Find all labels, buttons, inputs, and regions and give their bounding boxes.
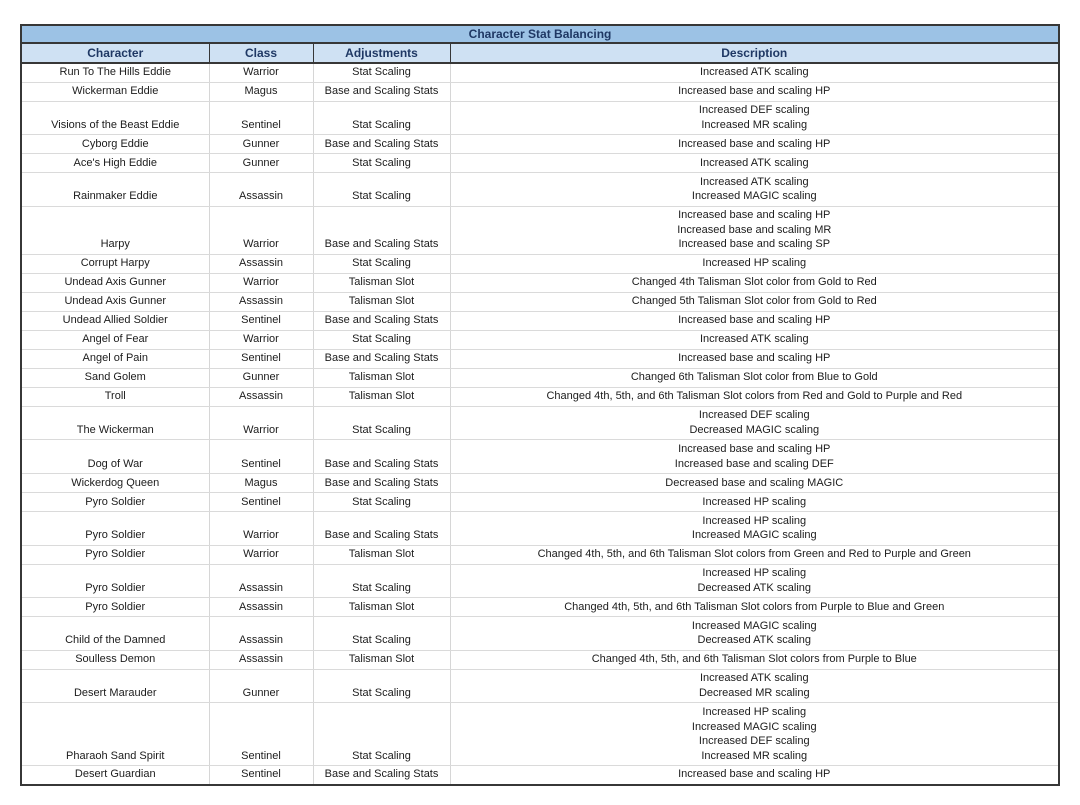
- cell-class: Magus: [209, 82, 313, 101]
- cell-description: [450, 406, 1059, 440]
- cell-adjustments: Base and Scaling Stats: [313, 82, 450, 101]
- table-row: [21, 173, 1059, 207]
- cell-adjustments: Stat Scaling: [313, 154, 450, 173]
- cell-description: [450, 387, 1059, 406]
- cell-character: Pyro Soldier: [21, 564, 209, 598]
- cell-adjustments: Stat Scaling: [313, 703, 450, 766]
- table-row: [21, 292, 1059, 311]
- description-line: Increased base and scaling DEF: [674, 457, 834, 470]
- cell-adjustments: Base and Scaling Stats: [313, 512, 450, 546]
- cell-description: [450, 82, 1059, 101]
- cell-adjustments: Stat Scaling: [313, 101, 450, 135]
- cell-character: Angel of Pain: [21, 349, 209, 368]
- cell-adjustments: Base and Scaling Stats: [313, 349, 450, 368]
- cell-character: Soulless Demon: [21, 650, 209, 669]
- cell-class: Warrior: [209, 330, 313, 349]
- cell-adjustments: Stat Scaling: [313, 173, 450, 207]
- cell-class: Warrior: [209, 63, 313, 82]
- cell-character: Pharaoh Sand Spirit: [21, 703, 209, 766]
- cell-description: [450, 564, 1059, 598]
- cell-description: [450, 154, 1059, 173]
- cell-class: Sentinel: [209, 311, 313, 330]
- description-line: Increased base and scaling HP: [678, 443, 831, 456]
- description-line: Increased base and scaling HP: [678, 137, 831, 150]
- description-line: Increased ATK scaling: [699, 66, 809, 78]
- cell-description: [450, 512, 1059, 546]
- cell-description: [450, 292, 1059, 311]
- cell-adjustments: Base and Scaling Stats: [313, 766, 450, 785]
- cell-class: Warrior: [209, 206, 313, 254]
- description-line: Increased base and scaling HP: [678, 314, 831, 327]
- cell-character: The Wickerman: [21, 406, 209, 440]
- description-line: Decreased MAGIC scaling: [689, 423, 820, 436]
- cell-class: Assassin: [209, 173, 313, 207]
- cell-description: [450, 703, 1059, 766]
- cell-character: Pyro Soldier: [21, 493, 209, 512]
- description-line: Increased MAGIC scaling: [691, 190, 817, 203]
- description-line: Increased MAGIC scaling: [691, 720, 817, 733]
- cell-description: [450, 254, 1059, 273]
- description-line: Increased ATK scaling: [699, 156, 809, 169]
- cell-class: Sentinel: [209, 493, 313, 512]
- table-row: [21, 349, 1059, 368]
- cell-adjustments: Stat Scaling: [313, 617, 450, 651]
- cell-adjustments: Talisman Slot: [313, 368, 450, 387]
- cell-class: Gunner: [209, 135, 313, 154]
- cell-adjustments: Base and Scaling Stats: [313, 440, 450, 474]
- cell-class: Gunner: [209, 368, 313, 387]
- description-line: Increased base and scaling SP: [678, 238, 831, 251]
- cell-adjustments: Stat Scaling: [313, 493, 450, 512]
- cell-class: Warrior: [209, 273, 313, 292]
- cell-description: [450, 368, 1059, 387]
- table-row: [21, 512, 1059, 546]
- cell-description: [450, 63, 1059, 82]
- description-line: Increased base and scaling MR: [677, 223, 832, 236]
- cell-adjustments: Base and Scaling Stats: [313, 311, 450, 330]
- cell-class: Magus: [209, 474, 313, 493]
- cell-adjustments: Base and Scaling Stats: [313, 474, 450, 493]
- cell-description: [450, 135, 1059, 154]
- cell-class: Warrior: [209, 545, 313, 564]
- description-line: Decreased MR scaling: [698, 686, 810, 699]
- cell-description: [450, 598, 1059, 617]
- description-line: Decreased ATK scaling: [697, 581, 812, 594]
- table-row: [21, 650, 1059, 669]
- cell-description: [450, 545, 1059, 564]
- table-row: [21, 311, 1059, 330]
- description-line: Increased HP scaling: [702, 567, 807, 580]
- cell-description: [450, 349, 1059, 368]
- description-line: Increased DEF scaling: [698, 104, 810, 117]
- cell-adjustments: Talisman Slot: [313, 292, 450, 311]
- cell-character: Run To The Hills Eddie: [21, 63, 209, 82]
- description-line: Changed 4th, 5th, and 6th Talisman Slot colors from Purple to Blue and Green: [564, 600, 945, 613]
- description-line: Changed 6th Talisman Slot color from Blue to Gold: [630, 371, 878, 384]
- cell-character: Undead Axis Gunner: [21, 292, 209, 311]
- table-row: [21, 154, 1059, 173]
- table-row: [21, 273, 1059, 292]
- cell-character: Desert Marauder: [21, 669, 209, 703]
- cell-character: Dog of War: [21, 440, 209, 474]
- cell-class: Gunner: [209, 669, 313, 703]
- column-header-class: Class: [209, 43, 313, 63]
- cell-description: [450, 474, 1059, 493]
- cell-description: [450, 669, 1059, 703]
- description-line: Increased HP scaling: [702, 514, 807, 527]
- column-header-adjustments: Adjustments: [313, 43, 450, 63]
- cell-adjustments: Stat Scaling: [313, 330, 450, 349]
- description-line: Increased MAGIC scaling: [691, 619, 817, 632]
- table-row: [21, 63, 1059, 82]
- cell-description: [450, 330, 1059, 349]
- table-row: [21, 766, 1059, 785]
- description-line: Changed 5th Talisman Slot color from Gold to Red: [631, 295, 877, 308]
- table-row: [21, 564, 1059, 598]
- table-row: [21, 387, 1059, 406]
- table-row: [21, 368, 1059, 387]
- description-line: Decreased ATK scaling: [697, 634, 812, 647]
- description-line: Increased base and scaling HP: [678, 85, 831, 97]
- table-row: [21, 440, 1059, 474]
- description-line: Increased DEF scaling: [698, 409, 810, 422]
- description-line: Increased MR scaling: [701, 749, 808, 762]
- cell-character: Visions of the Beast Eddie: [21, 101, 209, 135]
- cell-character: Angel of Fear: [21, 330, 209, 349]
- cell-adjustments: Stat Scaling: [313, 564, 450, 598]
- cell-class: Sentinel: [209, 703, 313, 766]
- cell-character: Wickerman Eddie: [21, 82, 209, 101]
- cell-adjustments: Base and Scaling Stats: [313, 206, 450, 254]
- stat-balancing-table: [20, 24, 1060, 786]
- cell-class: Assassin: [209, 387, 313, 406]
- table-row: [21, 493, 1059, 512]
- cell-description: [450, 617, 1059, 651]
- description-line: Increased DEF scaling: [698, 735, 810, 748]
- cell-class: Warrior: [209, 512, 313, 546]
- table-row: [21, 598, 1059, 617]
- cell-class: Assassin: [209, 254, 313, 273]
- column-header-description: Description: [450, 43, 1059, 63]
- table-row: [21, 330, 1059, 349]
- cell-adjustments: Stat Scaling: [313, 254, 450, 273]
- description-line: Increased HP scaling: [702, 495, 807, 508]
- cell-class: Assassin: [209, 650, 313, 669]
- cell-class: Warrior: [209, 406, 313, 440]
- cell-character: Ace's High Eddie: [21, 154, 209, 173]
- table-row: [21, 703, 1059, 766]
- cell-adjustments: Talisman Slot: [313, 387, 450, 406]
- table-row: [21, 406, 1059, 440]
- cell-character: Pyro Soldier: [21, 512, 209, 546]
- cell-character: Cyborg Eddie: [21, 135, 209, 154]
- cell-character: Pyro Soldier: [21, 598, 209, 617]
- description-line: Decreased base and scaling MAGIC: [665, 476, 844, 489]
- cell-character: Child of the Damned: [21, 617, 209, 651]
- cell-character: Corrupt Harpy: [21, 254, 209, 273]
- title-row: [21, 25, 1059, 43]
- cell-description: [450, 273, 1059, 292]
- table-title: Character Stat Balancing: [21, 25, 1059, 43]
- column-header-character: Character: [21, 43, 209, 63]
- table-body: [21, 63, 1059, 785]
- description-line: Increased ATK scaling: [699, 672, 809, 685]
- cell-character: Wickerdog Queen: [21, 474, 209, 493]
- table-row: [21, 82, 1059, 101]
- cell-character: Pyro Soldier: [21, 545, 209, 564]
- description-line: Changed 4th Talisman Slot color from Gold to Red: [631, 276, 877, 289]
- description-line: Increased MR scaling: [701, 118, 808, 131]
- table-row: [21, 254, 1059, 273]
- table-row: [21, 669, 1059, 703]
- description-line: Changed 4th, 5th, and 6th Talisman Slot colors from Purple to Blue: [591, 653, 917, 666]
- cell-description: [450, 440, 1059, 474]
- cell-description: [450, 173, 1059, 207]
- cell-adjustments: Base and Scaling Stats: [313, 135, 450, 154]
- cell-adjustments: Talisman Slot: [313, 273, 450, 292]
- description-line: Increased MAGIC scaling: [691, 529, 817, 542]
- table-row: [21, 545, 1059, 564]
- table-row: [21, 206, 1059, 254]
- cell-description: [450, 766, 1059, 785]
- cell-adjustments: Stat Scaling: [313, 406, 450, 440]
- cell-adjustments: Stat Scaling: [313, 63, 450, 82]
- description-line: Increased base and scaling HP: [678, 352, 831, 365]
- cell-adjustments: Talisman Slot: [313, 650, 450, 669]
- description-line: Increased base and scaling HP: [678, 768, 831, 781]
- cell-description: [450, 650, 1059, 669]
- table-row: [21, 474, 1059, 493]
- cell-adjustments: Talisman Slot: [313, 598, 450, 617]
- description-line: Increased HP scaling: [702, 257, 807, 270]
- cell-class: Sentinel: [209, 101, 313, 135]
- cell-class: Assassin: [209, 292, 313, 311]
- table-row: [21, 617, 1059, 651]
- cell-class: Gunner: [209, 154, 313, 173]
- cell-adjustments: Talisman Slot: [313, 545, 450, 564]
- cell-description: [450, 311, 1059, 330]
- cell-class: Assassin: [209, 617, 313, 651]
- cell-class: Assassin: [209, 564, 313, 598]
- sheet-container: [20, 24, 1060, 786]
- table-row: [21, 135, 1059, 154]
- description-line: Increased ATK scaling: [699, 175, 809, 188]
- cell-character: Undead Axis Gunner: [21, 273, 209, 292]
- cell-character: Undead Allied Soldier: [21, 311, 209, 330]
- cell-character: Troll: [21, 387, 209, 406]
- cell-description: [450, 493, 1059, 512]
- cell-character: Sand Golem: [21, 368, 209, 387]
- cell-class: Sentinel: [209, 349, 313, 368]
- cell-character: Rainmaker Eddie: [21, 173, 209, 207]
- table-row: [21, 101, 1059, 135]
- cell-description: [450, 101, 1059, 135]
- column-header-row: [21, 43, 1059, 63]
- description-line: Changed 4th, 5th, and 6th Talisman Slot colors from Green and Red to Purple and Green: [537, 548, 971, 561]
- cell-character: Harpy: [21, 206, 209, 254]
- description-line: Increased HP scaling: [702, 706, 807, 719]
- description-line: Changed 4th, 5th, and 6th Talisman Slot colors from Red and Gold to Purple and Red: [546, 390, 963, 403]
- cell-class: Sentinel: [209, 766, 313, 785]
- description-line: Increased base and scaling HP: [678, 209, 831, 222]
- cell-adjustments: Stat Scaling: [313, 669, 450, 703]
- cell-character: Desert Guardian: [21, 766, 209, 785]
- cell-description: [450, 206, 1059, 254]
- description-line: Increased ATK scaling: [699, 333, 809, 346]
- cell-class: Assassin: [209, 598, 313, 617]
- cell-class: Sentinel: [209, 440, 313, 474]
